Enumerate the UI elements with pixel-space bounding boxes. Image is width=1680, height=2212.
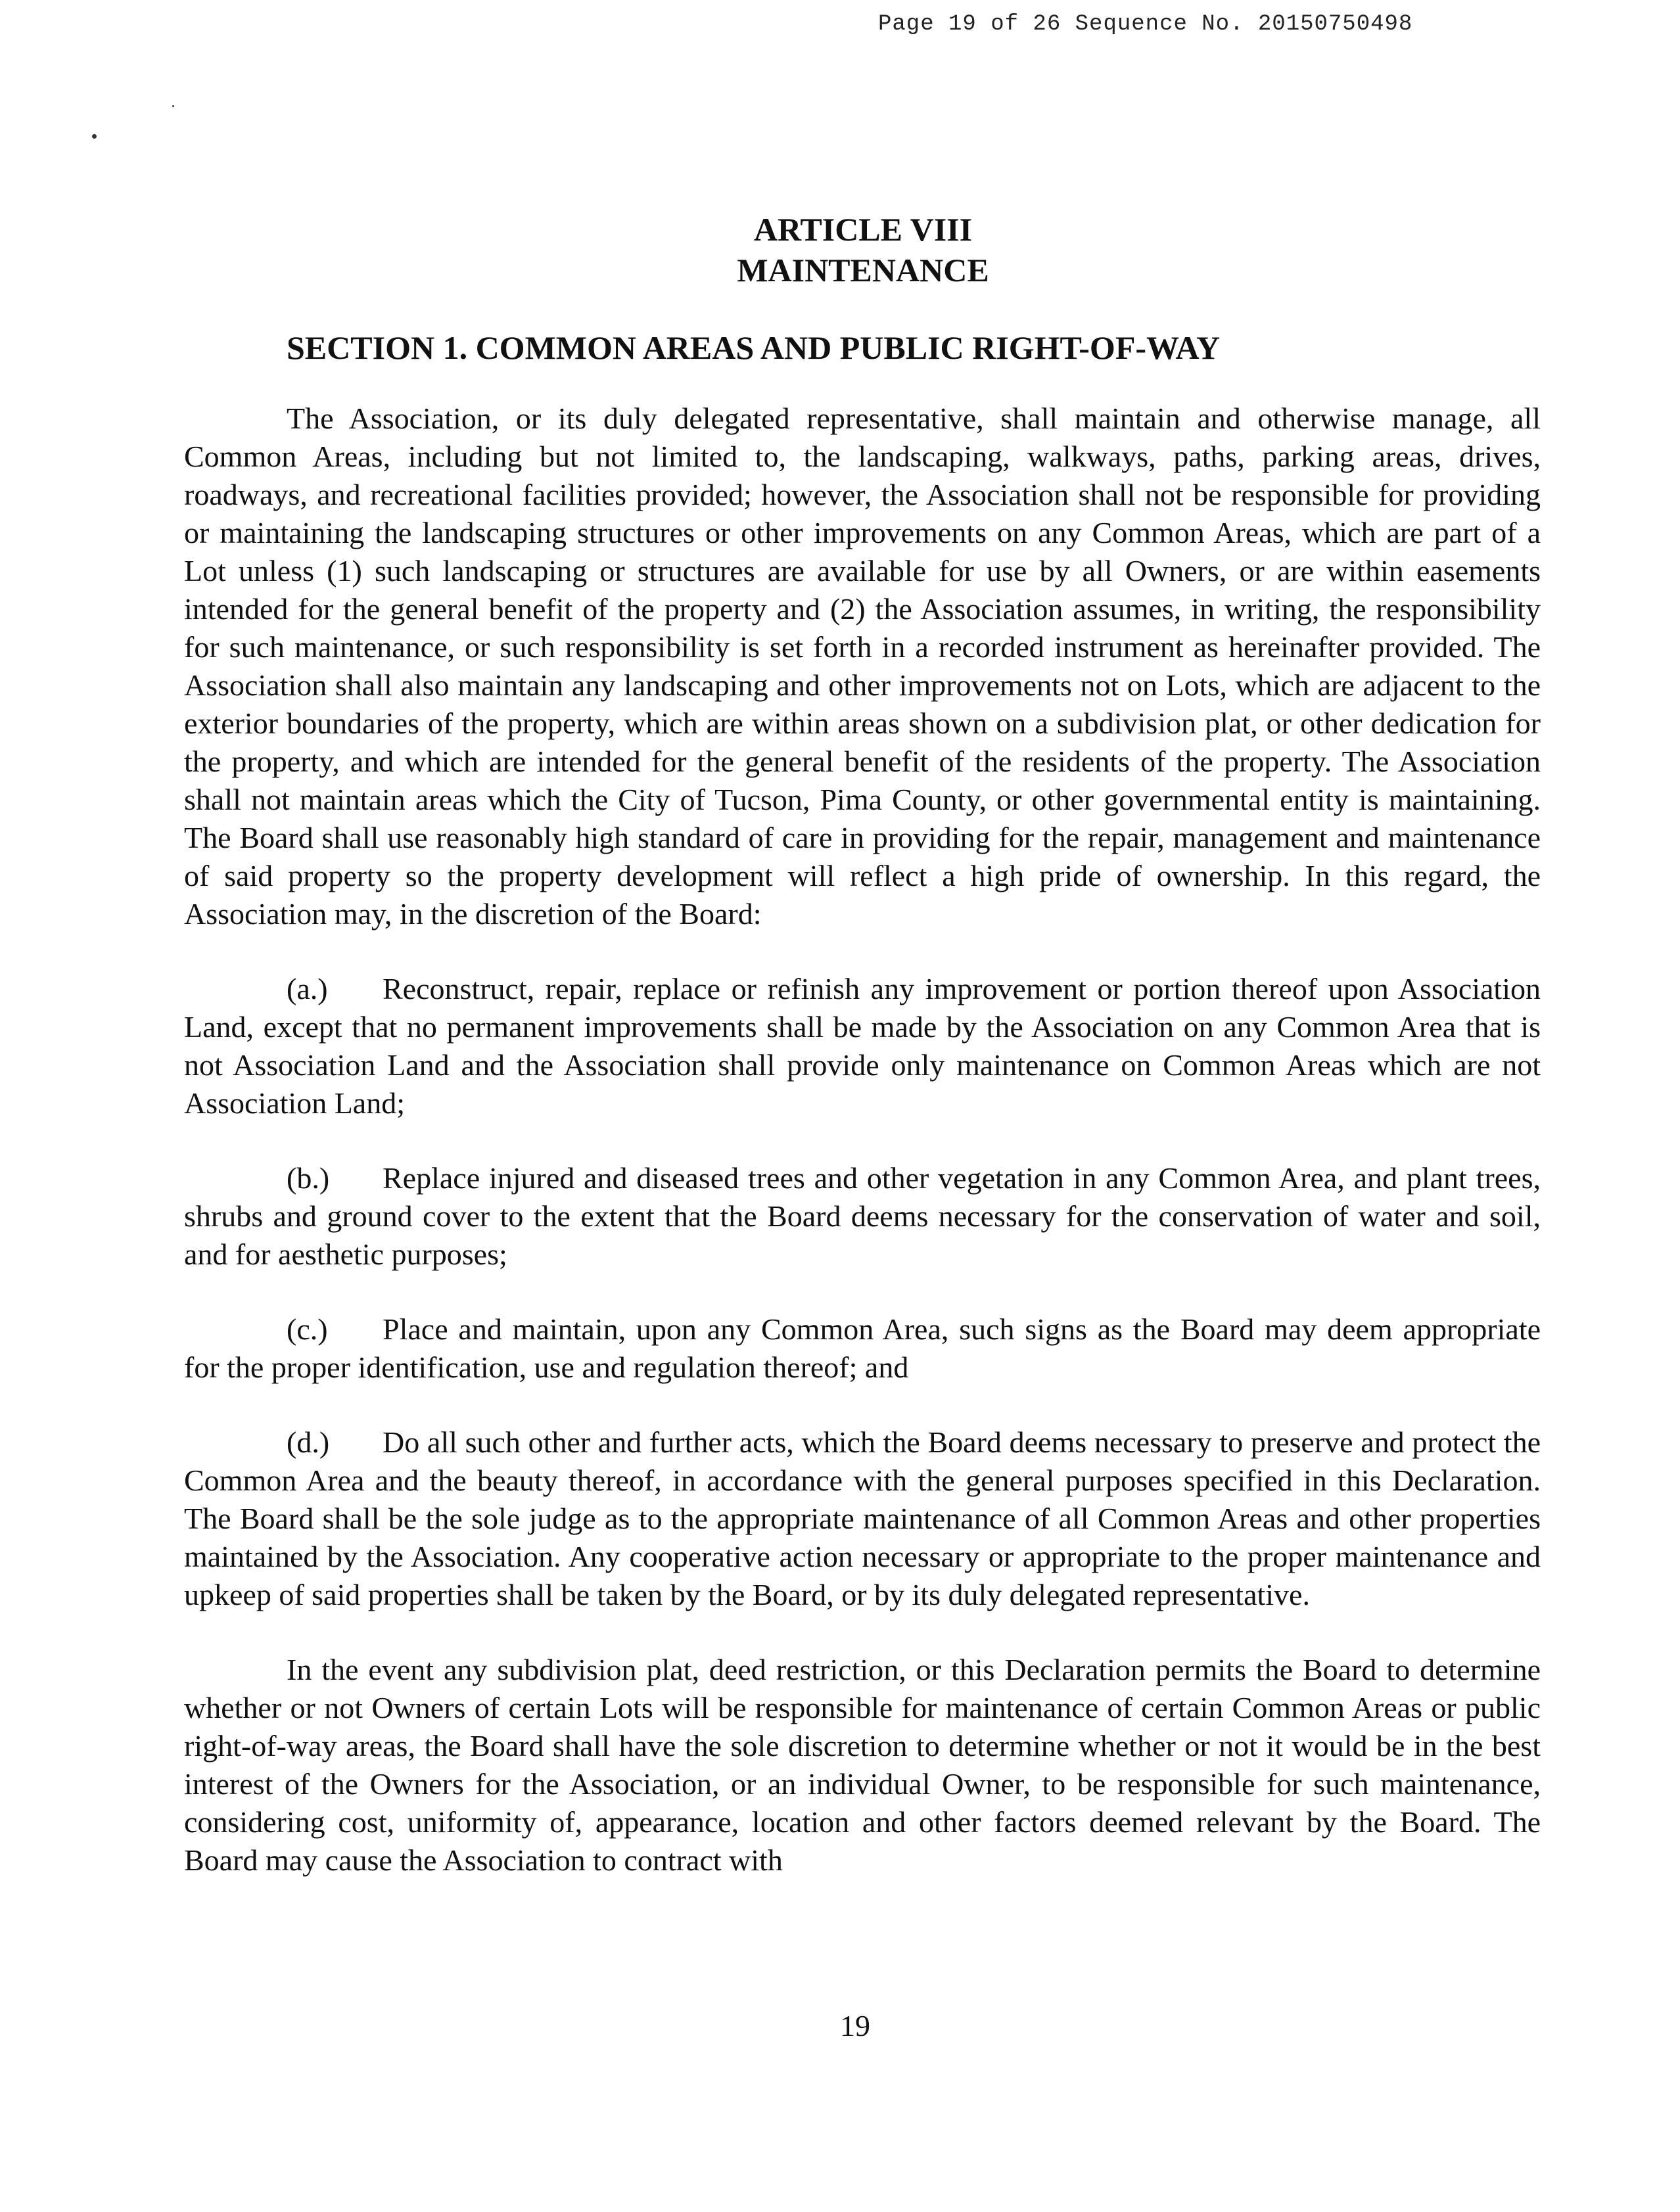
item-text: Reconstruct, repair, replace or refinish any improvement or portion thereof upon Association Land, except that no permanent improvements shall be made by the Association on any Common Area that is not Association Land and the Association shall provide only maintenance on Common Areas which are not Association Land; bbox=[184, 972, 1541, 1120]
page-sequence-stamp: Page 19 of 26 Sequence No. 20150750498 bbox=[878, 12, 1413, 37]
intro-paragraph: The Association, or its duly delegated representative, shall maintain and otherwise manage, all Common Areas, including but not limited to, the landscaping, walkways, paths, parking areas, drives, roadways, and recreational facilities provided; however, the Association shall not be responsible for providing or maintaining the landscaping structures or other improvements on any Common Areas, which are part of a Lot unless (1) such landscaping or structures are available for use by all Owners, or are within easements intended for the general benefit of the property and (2) the Association assumes, in writing, the responsibility for such maintenance, or such responsibility is set forth in a recorded instrument as hereinafter provided. The Association shall also maintain any landscaping and other improvements not on Lots, which are adjacent to the exterior boundaries of the property, which are within areas shown on a subdivision plat, or other dedication for the property, and which are intended for the general benefit of the residents of the property. The Association shall not maintain areas which the City of Tucson, Pima County, or other governmental entity is maintaining. The Board shall use reasonably high standard of care in providing for the repair, management and maintenance of said property so the property development will reflect a high pride of ownership. In this regard, the Association may, in the discretion of the Board: bbox=[184, 402, 1541, 931]
page-number-footer bbox=[0, 2008, 1680, 2043]
item-text: Replace injured and diseased trees and other vegetation in any Common Area, and plant trees, shrubs and ground cover to the extent that the Board deems necessary for the conservation of water and soil, and for aesthetic purposes; bbox=[184, 1161, 1541, 1271]
section-heading: SECTION 1. COMMON AREAS AND PUBLIC RIGHT-OF-WAY bbox=[287, 329, 1221, 366]
closing-paragraph: In the event any subdivision plat, deed restriction, or this Declaration permits the Board to determine whether or not Owners of certain Lots will be responsible for maintenance of certain Common Areas or public right-of-way areas, the Board shall have the sole discretion to determine whether or not it would be in the best interest of the Owners for the Association, or an individual Owner, to be responsible for such maintenance, considering cost, uniformity of, appearance, location and other factors deemed relevant by the Board. The Board may cause the Association to contract with bbox=[184, 1653, 1541, 1877]
list-item bbox=[184, 1159, 1541, 1274]
list-item bbox=[184, 1310, 1541, 1387]
article-title: MAINTENANCE bbox=[737, 252, 989, 288]
list-item bbox=[184, 970, 1541, 1122]
item-label: (d.) bbox=[287, 1425, 330, 1459]
list-item bbox=[184, 1423, 1541, 1614]
page-number: 19 bbox=[840, 2009, 870, 2042]
item-label: (a.) bbox=[287, 972, 328, 1005]
article-header bbox=[0, 209, 1680, 290]
item-label: (b.) bbox=[287, 1161, 330, 1195]
document-body bbox=[184, 400, 1541, 1916]
item-text: Do all such other and further acts, which the Board deems necessary to preserve and protect the Common Area and the beauty thereof, in accordance with the general purposes specified in this Declaration. The Board shall be the sole judge as to the appropriate maintenance of all Common Areas and other properties maintained by the Association. Any cooperative action necessary or appropriate to the proper maintenance and upkeep of said properties shall be taken by the Board, or by its duly delegated representative. bbox=[184, 1425, 1541, 1611]
scan-speck bbox=[172, 105, 174, 107]
item-text: Place and maintain, upon any Common Area, such signs as the Board may deem appropriate for the proper identification, use and regulation thereof; and bbox=[184, 1312, 1541, 1384]
item-label: (c.) bbox=[287, 1312, 328, 1346]
article-number: ARTICLE VIII bbox=[753, 211, 973, 248]
scan-speck bbox=[92, 134, 97, 139]
